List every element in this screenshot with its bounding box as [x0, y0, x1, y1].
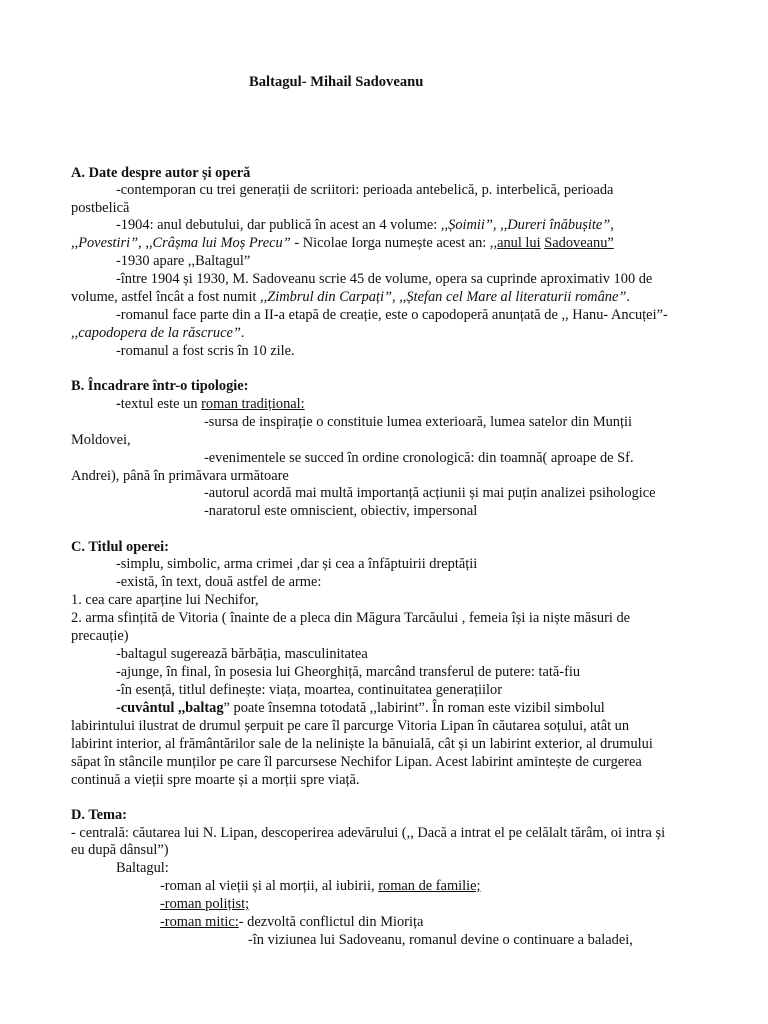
section-a-line-9 [71, 324, 244, 342]
section-b-line-1-underline: roman tradițional: [201, 396, 305, 412]
section-a-line-7 [71, 288, 630, 306]
section-c-line-1: -simplu, simbolic, arma crimei ,dar și cea a înfăptuirii dreptății [116, 556, 478, 572]
section-c-line-4: 2. arma sfințită de Vitoria ( înainte de a pleca din Măgura Tarcăului , femeia își ia niște măsuri de [71, 610, 631, 626]
section-d-line-1: - centrală: căutarea lui N. Lipan, descoperirea adevărului (,, Dacă a intrat el pe celălalt tărâm, oi intra și [71, 825, 666, 841]
section-d-line-3: Baltagul: [116, 860, 169, 876]
section-b-line-5: Andrei), până în primăvara următoare [71, 468, 289, 484]
section-a-line-4-italic: ,,Povestiri”, ,,Crâșma lui Moș Precu” [71, 235, 291, 251]
section-c-line-11: labirint interior, al frământărilor sale de la neliniște la bănuială, cât și un labirint exterior, al drumului [71, 736, 653, 752]
section-a-line-4-text: - Nicolae Iorga numește acest an: ,, [290, 235, 498, 251]
section-a-line-6: -între 1904 și 1930, M. Sadoveanu scrie 45 de volume, opera sa cuprinde aproximativ 100 de [116, 271, 653, 287]
section-c-line-5: precauție) [71, 628, 129, 644]
section-c-line-9 [116, 699, 605, 717]
section-a-line-4-underline-1: anul lui [497, 235, 541, 251]
section-b-line-4: -evenimentele se succed în ordine cronologică: din toamnă( aproape de Sf. [204, 450, 634, 466]
section-a-line-4-underline-2: Sadoveanu” [544, 235, 614, 251]
section-a-line-3-text: -1904: anul debutului, dar publică în acest an 4 volume: [116, 217, 441, 233]
section-d-line-4-text: -roman al vieții și al morții, al iubirii, [160, 878, 379, 894]
section-b-line-2: -sursa de inspirație o constituie lumea exterioară, lumea satelor din Munții [204, 414, 632, 430]
section-a-line-10: -romanul a fost scris în 10 zile. [116, 343, 295, 359]
section-d-line-2: eu după dânsul”) [71, 842, 169, 858]
section-c-line-6: -baltagul sugerează bărbăția, masculinitatea [116, 646, 368, 662]
section-a-line-4 [71, 234, 614, 252]
section-a-line-3-end: , [610, 217, 614, 233]
section-a-line-2: postbelică [71, 200, 130, 216]
section-a-line-7-end: . [626, 289, 630, 305]
section-a-line-5: -1930 apare ,,Baltagul” [116, 253, 251, 269]
section-c-heading: C. Titlul operei: [71, 539, 169, 555]
section-d-line-6-text: - dezvoltă conflictul din Miorița [238, 914, 424, 930]
section-a-line-7-italic: ,,Zimbrul din Carpați”, ,,Ștefan cel Mare al literaturii române” [260, 289, 627, 305]
section-c-line-9-text: ” poate însemna totodată ,,labirint”. În roman este vizibil simbolul [223, 700, 605, 716]
section-d-line-4 [160, 877, 481, 895]
section-b-line-1-dash: - [116, 396, 121, 412]
section-b-line-7: -naratorul este omniscient, obiectiv, impersonal [204, 503, 478, 519]
section-c-line-13: continuă a vieții spre moarte și a morții spre viață. [71, 772, 360, 788]
section-d-line-6 [160, 913, 423, 931]
section-a-line-3 [116, 216, 614, 234]
section-b-line-6: -autorul acordă mai multă importanță acțiunii și mai puțin analizei psihologice [204, 485, 656, 501]
section-a-line-8: -romanul face parte din a II-a etapă de creație, este o capodoperă anunțată de ,, Hanu- Ancuței”- [116, 307, 668, 323]
section-b-line-3: Moldovei, [71, 432, 131, 448]
section-c-line-10: labirintului ilustrat de drumul șerpuit pe care îl parcurge Vitoria Lipan în căutarea soțului, atât un [71, 718, 630, 734]
section-c-line-3: 1. cea care aparține lui Nechifor, [71, 592, 259, 608]
section-a-line-3-italic: ,,Șoimii”, ,,Dureri înăbușite” [440, 217, 611, 233]
section-b-line-1-text: textul este un [120, 396, 202, 412]
section-d-heading: D. Tema: [71, 807, 127, 823]
section-a-line-1: -contemporan cu trei generații de scriitori: perioada antebelică, p. interbelică, perioada [116, 182, 614, 198]
section-a-line-9-italic: ,,capodopera de la răscruce” [71, 325, 241, 341]
section-c-line-12: săpat în stâncile munților pe care îl parcursese Nechifor Lipan. Acest labirint amintește de curgerea [71, 754, 642, 770]
section-d-line-7: -în viziunea lui Sadoveanu, romanul devine o continuare a baladei, [248, 932, 633, 948]
section-a-line-7-text: volume, astfel încât a fost numit [71, 289, 261, 305]
section-b-heading: B. Încadrare într-o tipologie: [71, 378, 249, 394]
section-d-line-5: -roman polițist; [160, 896, 250, 912]
section-a-heading: A. Date despre autor și operă [71, 165, 251, 181]
section-d-line-6-underline: -roman mitic: [160, 914, 239, 930]
section-c-line-2: -există, în text, două astfel de arme: [116, 574, 322, 590]
section-c-line-7: -ajunge, în final, în posesia lui Gheorghiță, marcând transferul de putere: tată-fiu [116, 664, 581, 680]
section-c-line-9-bold: -cuvântul ,,baltag [116, 700, 224, 716]
section-c-line-8: -în esență, titlul definește: viața, moartea, continuitatea generațiilor [116, 682, 502, 698]
section-a-line-9-end: . [240, 325, 245, 341]
section-d-line-4-underline: roman de familie; [378, 878, 481, 894]
section-b-line-1 [116, 395, 305, 413]
page-title: Baltagul- Mihail Sadoveanu [249, 74, 424, 90]
